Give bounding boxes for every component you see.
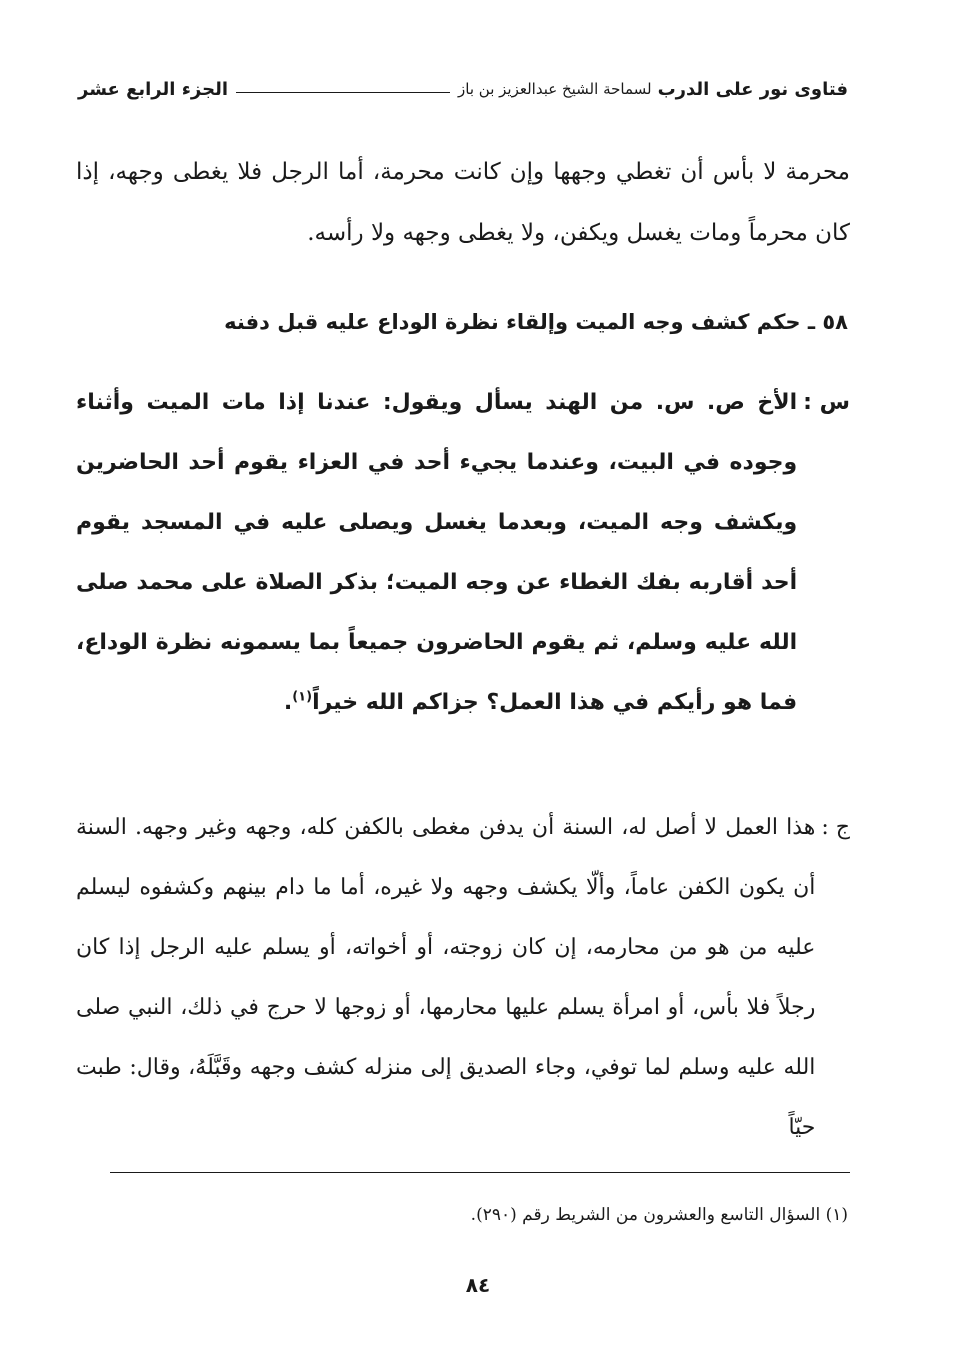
section-separator: ـ <box>807 310 816 334</box>
running-header <box>78 72 848 106</box>
answer-block <box>76 798 850 1158</box>
question-label: س : <box>803 390 850 415</box>
section-title: حكم كشف وجه الميت وإلقاء نظرة الوداع عليه قبل دفنه <box>224 310 801 334</box>
answer-text: هذا العمل لا أصل له، السنة أن يدفن مغطى بالكفن كله، وجهه وغير وجهه. السنة أن يكون الكفن عاماً، وألّا يكشف وجهه ولا غيره، أما ما دام بينهم وكشفوه ليسلم عليه من هو من محارمه، إن كان زوجته، أو أخواته، أو يسلم عليه الرجل إذا كان رجلاً فلا بأس، أو امرأة يسلم عليها محارمها، أو زوجها لا حرج في ذلك، النبي صلى الله عليه وسلم لما توفي، وجاء الصديق إلى منزله كشف وجهه وقَبَّلَهُ، وقال: طبت حيّاً <box>76 815 816 1140</box>
page-number: ٨٤ <box>465 1273 491 1297</box>
continued-paragraph: محرمة لا بأس أن تغطي وجهها وإن كانت محرمة، أما الرجل فلا يغطى وجهه، إذا كان محرماً ومات يغسل ويكفن، ولا يغطى وجهه ولا رأسه. <box>76 159 850 246</box>
series-title: فتاوى نور على الدرب <box>657 78 848 100</box>
header-rule <box>236 92 450 93</box>
question-end: . <box>283 690 293 715</box>
question-text: الأخ ص. س. من الهند يسأل ويقول: عندنا إذا مات الميت وأثناء وجوده في البيت، وعندما يجيء أحد في العزاء يقوم أحد الحاضرين ويكشف وجه الميت، وبعدما يغسل ويصلى عليه في المسجد يقوم أحد أقاربه بفك الغطاء عن وجه الميت؛ بذكر الصلاة على محمد صلى الله عليه وسلم، ثم يقوم الحاضرون جميعاً بما يسمونه نظرة الوداع، فما هو رأيكم في هذا العمل؟ جزاكم الله خيراً <box>76 390 798 715</box>
footnote-reference[interactable]: (١) <box>292 689 313 705</box>
section-number: ٥٨ <box>822 310 848 334</box>
answer-label: ج : <box>821 815 850 840</box>
footnote-divider <box>110 1172 850 1173</box>
question-text-wrap <box>76 373 797 733</box>
footnote: (١) السؤال التاسع والعشرون من الشريط رقم (٢٩٠). <box>470 1205 848 1225</box>
question-block <box>76 373 850 733</box>
section-heading <box>76 302 848 342</box>
volume-part: الجزء الرابع عشر <box>78 78 228 100</box>
author-name: لسماحة الشيخ عبدالعزيز بن باز <box>458 80 652 98</box>
